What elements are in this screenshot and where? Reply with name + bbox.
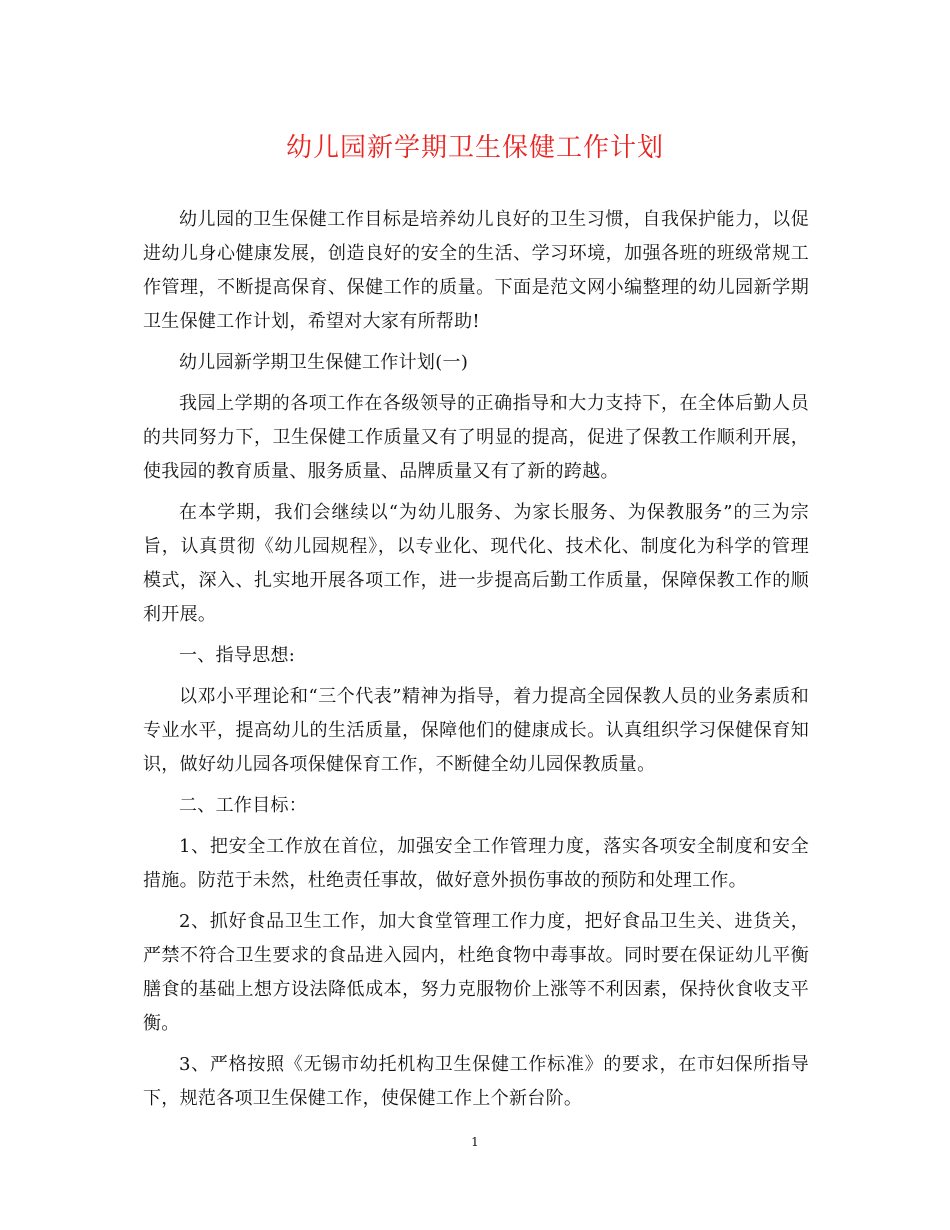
section-heading: 二、工作目标： bbox=[179, 795, 308, 816]
paragraph: 以邓小平理论和“三个代表”精神为指导，着力提高全园保教人员的业务素质和专业水平，提高幼儿的生活质量，保障他们的健康成长。认真组织学习保健保育知识，做好幼儿园各项保健保育工作，不断健全幼儿园保教质量。 bbox=[143, 686, 809, 775]
list-item: 2、抓好食品卫生工作，加大食堂管理工作力度，把好食品卫生关、进货关，严禁不符合卫生要求的食品进入园内，杜绝食物中毒事故。同时要在保证幼儿平衡膳食的基础上想方设法降低成本，努力克服物价上涨等不利因素，保持伙食收支平衡。 bbox=[143, 911, 809, 1034]
document-body bbox=[143, 203, 809, 1123]
paragraph: 在本学期，我们会继续以“为幼儿服务、为家长服务、为保教服务”的三为宗旨，认真贯彻《幼儿园规程》，以专业化、现代化、技术化、制度化为科学的管理模式，深入、扎实地开展各项工作，进一步提高后勤工作质量，保障保教工作的顺利开展。 bbox=[143, 502, 809, 625]
paragraph: 我园上学期的各项工作在各级领导的正确指导和大力支持下，在全体后勤人员的共同努力下，卫生保健工作质量又有了明显的提高，促进了保教工作顺利开展，使我园的教育质量、服务质量、品牌质量又有了新的跨越。 bbox=[143, 393, 809, 482]
list-item: 3、严格按照《无锡市幼托机构卫生保健工作标准》的要求，在市妇保所指导下，规范各项卫生保健工作，使保健工作上个新台阶。 bbox=[143, 1054, 809, 1109]
list-item: 1、把安全工作放在首位，加强安全工作管理力度，落实各项安全制度和安全措施。防范于未然，杜绝责任事故，做好意外损伤事故的预防和处理工作。 bbox=[143, 836, 809, 891]
page-number: 1 bbox=[471, 1135, 479, 1149]
paragraph: 幼儿园的卫生保健工作目标是培养幼儿良好的卫生习惯，自我保护能力，以促进幼儿身心健康发展，创造良好的安全的生活、学习环境，加强各班的班级常规工作管理，不断提高保育、保健工作的质量。下面是范文网小编整理的幼儿园新学期卫生保健工作计划，希望对大家有所帮助! bbox=[143, 209, 809, 332]
section-heading: 一、指导思想: bbox=[179, 645, 296, 666]
section-subtitle: 幼儿园新学期卫生保健工作计划(一) bbox=[179, 352, 469, 373]
document-title: 幼儿园新学期卫生保健工作计划 bbox=[285, 133, 664, 163]
